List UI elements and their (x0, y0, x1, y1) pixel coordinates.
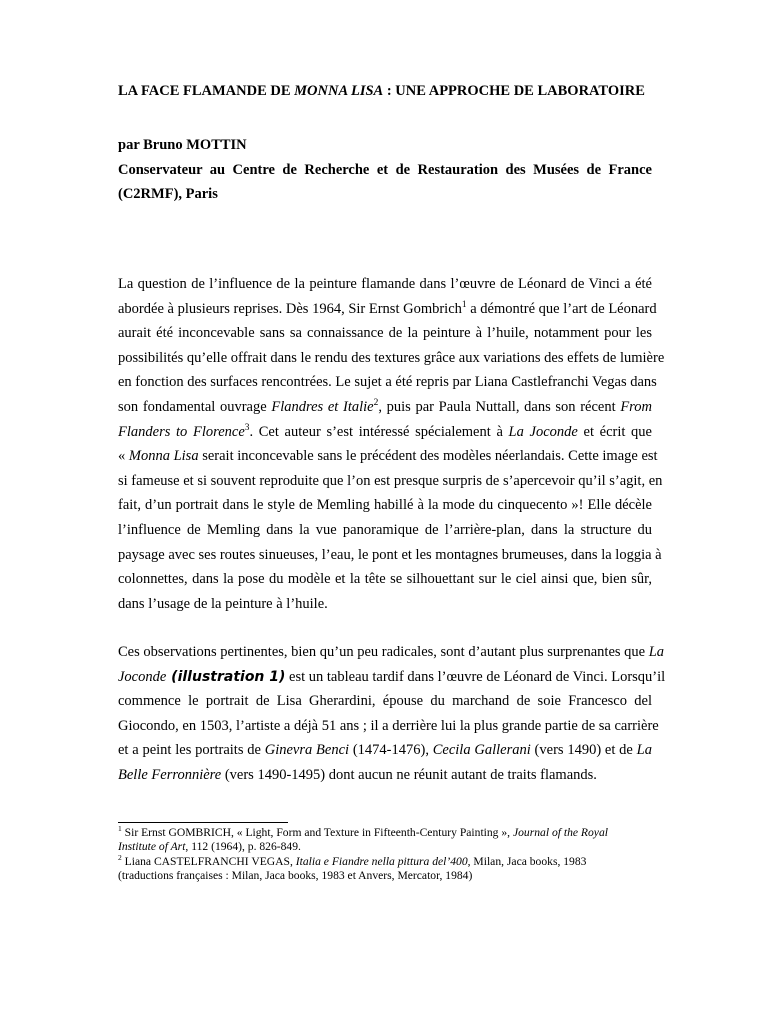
footnote-1-cont: Institute of Art, 112 (1964), p. 826-849. (118, 840, 301, 854)
text-line: abordée à plusieurs reprises. Dès 1964, Sir Ernst Gombrich$^1$ a démontré que l’art de Léonard (118, 299, 657, 317)
text-line: si fameuse et si souvent reproduite que l’on est presque surpris de s’apercevoir qu’il s’agit, en (118, 472, 663, 489)
footnote-separator (118, 822, 288, 823)
footnote-ref: 2 (373, 398, 379, 409)
author-role-line: Conservateur au Centre de Recherche et de Restauration des Musées de France (118, 161, 652, 178)
text-line: Flanders to Florence$^3$. Cet auteur s’est intéressé spécialement à La Joconde et écrit que (118, 422, 652, 440)
title-italic-text: MONNA LISA (294, 83, 384, 99)
footnote-2-cont: (traductions françaises : Milan, Jaca books, 1983 et Anvers, Mercator, 1984) (118, 869, 473, 883)
text-line: Joconde (illustration 1) est un tableau tardif dans l’œuvre de Léonard de Vinci. Lorsqu’il (118, 668, 666, 685)
text-line: l’influence de Memling dans la vue panoramique de l’arrière-plan, dans la structure du (118, 521, 652, 538)
footnote-ref: 3 (244, 422, 250, 433)
author-block (118, 133, 652, 207)
footnote-1: $^1$ Sir Ernst GOMBRICH, « Light, Form and Texture in Fifteenth-Century Painting », Journal of the Royal (118, 824, 608, 839)
text-line: possibilités qu’elle offrait dans le rendu des textures grâce aux variations des effets de lumière (118, 349, 665, 366)
footnotes (118, 826, 652, 884)
footnote-2: $^2$ Liana CASTELFRANCHI VEGAS, Italia e Fiandre nella pittura del’400, Milan, Jaca books, 1983 (118, 852, 587, 868)
text-line: commence le portrait de Lisa Gherardini, épouse du marchand de soie Francesco del (118, 693, 652, 710)
paragraph-2 (118, 640, 666, 788)
author-byline: par Bruno MOTTIN (118, 137, 247, 153)
text-line: en fonction des surfaces rencontrées. Le sujet a été repris par Liana Castlefranchi Vegas dans (118, 374, 657, 391)
paragraph-1 (118, 272, 665, 616)
article-title (118, 80, 652, 102)
text-line: son fondamental ouvrage Flandres et Italie$^2$, puis par Paula Nuttall, dans son récent From (118, 398, 652, 415)
author-role-line: (C2RMF), Paris (118, 186, 218, 202)
text-line: La question de l’influence de la peinture flamande dans l’œuvre de Léonard de Vinci a été (118, 276, 652, 292)
text-line: fait, d’un portrait dans le style de Memling habillé à la mode du cinquecento »! Elle décèle (118, 497, 652, 514)
text-line: « Monna Lisa serait inconcevable sans le précédent des modèles néerlandais. Cette image est (118, 448, 658, 465)
footnote-ref: 1 (461, 299, 467, 310)
text-line: aurait été inconcevable sans sa connaissance de la peinture à l’huile, notamment pour les (118, 325, 652, 342)
illustration-ref: (illustration 1) (166, 668, 286, 685)
text-line: Ces observations pertinentes, bien qu’un peu radicales, sont d’autant plus surprenantes que La (118, 644, 665, 660)
title-text: LA FACE FLAMANDE DE (118, 83, 295, 99)
text-line: colonnettes, dans la pose du modèle et la tête se silhouettant sur le ciel ainsi que, bien sûr, (118, 571, 652, 588)
text-line: paysage avec ses routes sinueuses, l’eau, le pont et les montagnes brumeuses, dans la loggia à (118, 546, 662, 563)
author-role (118, 158, 652, 207)
text-line: et a peint les portraits de Ginevra Benci (1474-1476), Cecila Gallerani (vers 1490) et de La (118, 742, 652, 759)
text-line: Giocondo, en 1503, l’artiste a déjà 51 ans ; il a derrière lui la plus grande partie de sa carrière (118, 717, 659, 734)
text-line: dans l’usage de la peinture à l’huile. (118, 595, 328, 612)
title-text-end: : UNE APPROCHE DE LABORATOIRE (383, 83, 645, 99)
text-line: Belle Ferronnière (vers 1490-1495) dont aucun ne réunit autant de traits flamands. (118, 766, 597, 783)
